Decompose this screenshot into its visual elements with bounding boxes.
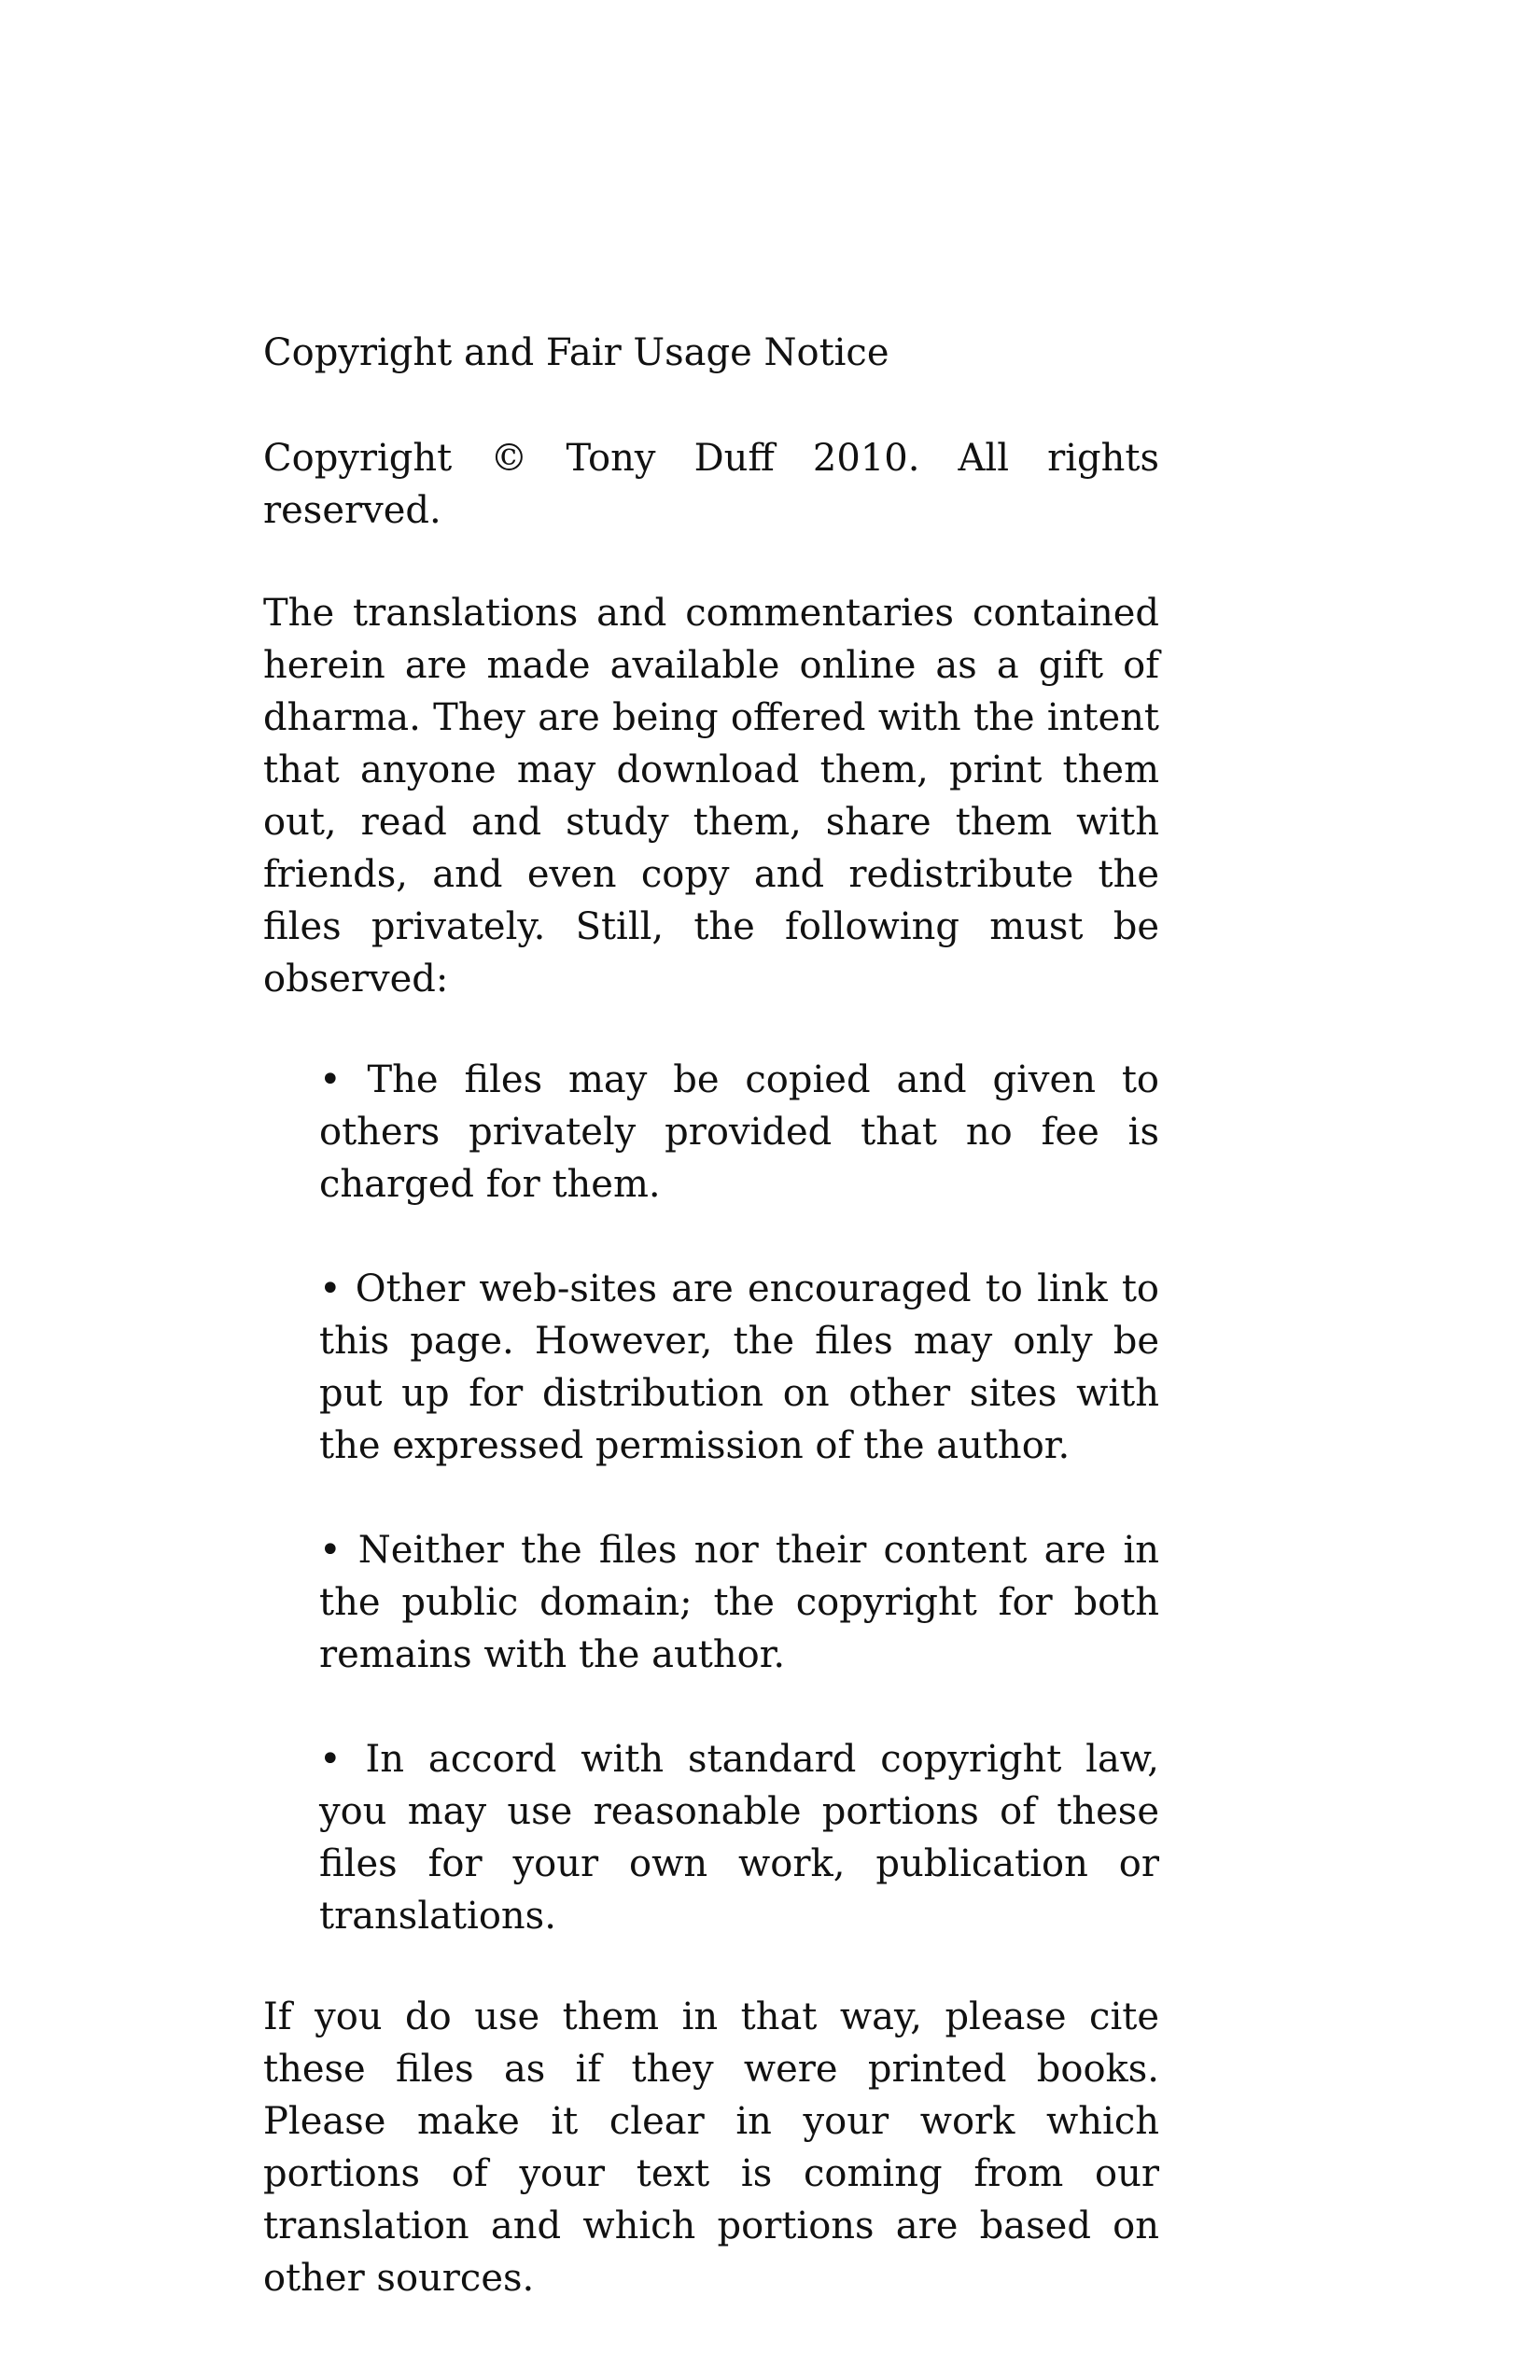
condition-web-sites: • Other web-sites are encouraged to link to this page. However, the files may only be put up for distribution on other sites with the expressed permission of the author. — [319, 1267, 1159, 1467]
outro-paragraph: If you do use them in that way, please cite these files as if they were printed books. Please make it clear in your work which portions of your text is coming from our translation and which portions are based on other sources. — [263, 1995, 1159, 2300]
notice-title: Copyright and Fair Usage Notice — [263, 331, 889, 374]
condition-public-domain: • Neither the files nor their content are in the public domain; the copyright for both remains with the author. — [319, 1529, 1159, 1676]
copyright-line: Copyright © Tony Duff 2010. All rights reserved. — [263, 437, 1159, 532]
condition-fair-use: • In accord with standard copyright law, you may use reasonable portions of these files for your own work, publication or translations. — [319, 1738, 1159, 1938]
notice-body — [263, 327, 1159, 2304]
conditions-list — [319, 1054, 1159, 1942]
intro-paragraph: The translations and commentaries contained herein are made available online as a gift of dharma. They are being offered with the intent that anyone may download them, print them out, read and study them, share them with friends, and even copy and redistribute the files privately. Still, the following must be observed: — [263, 592, 1159, 1001]
condition-no-fee: • The files may be copied and given to others privately provided that no fee is charged for them. — [319, 1058, 1159, 1206]
